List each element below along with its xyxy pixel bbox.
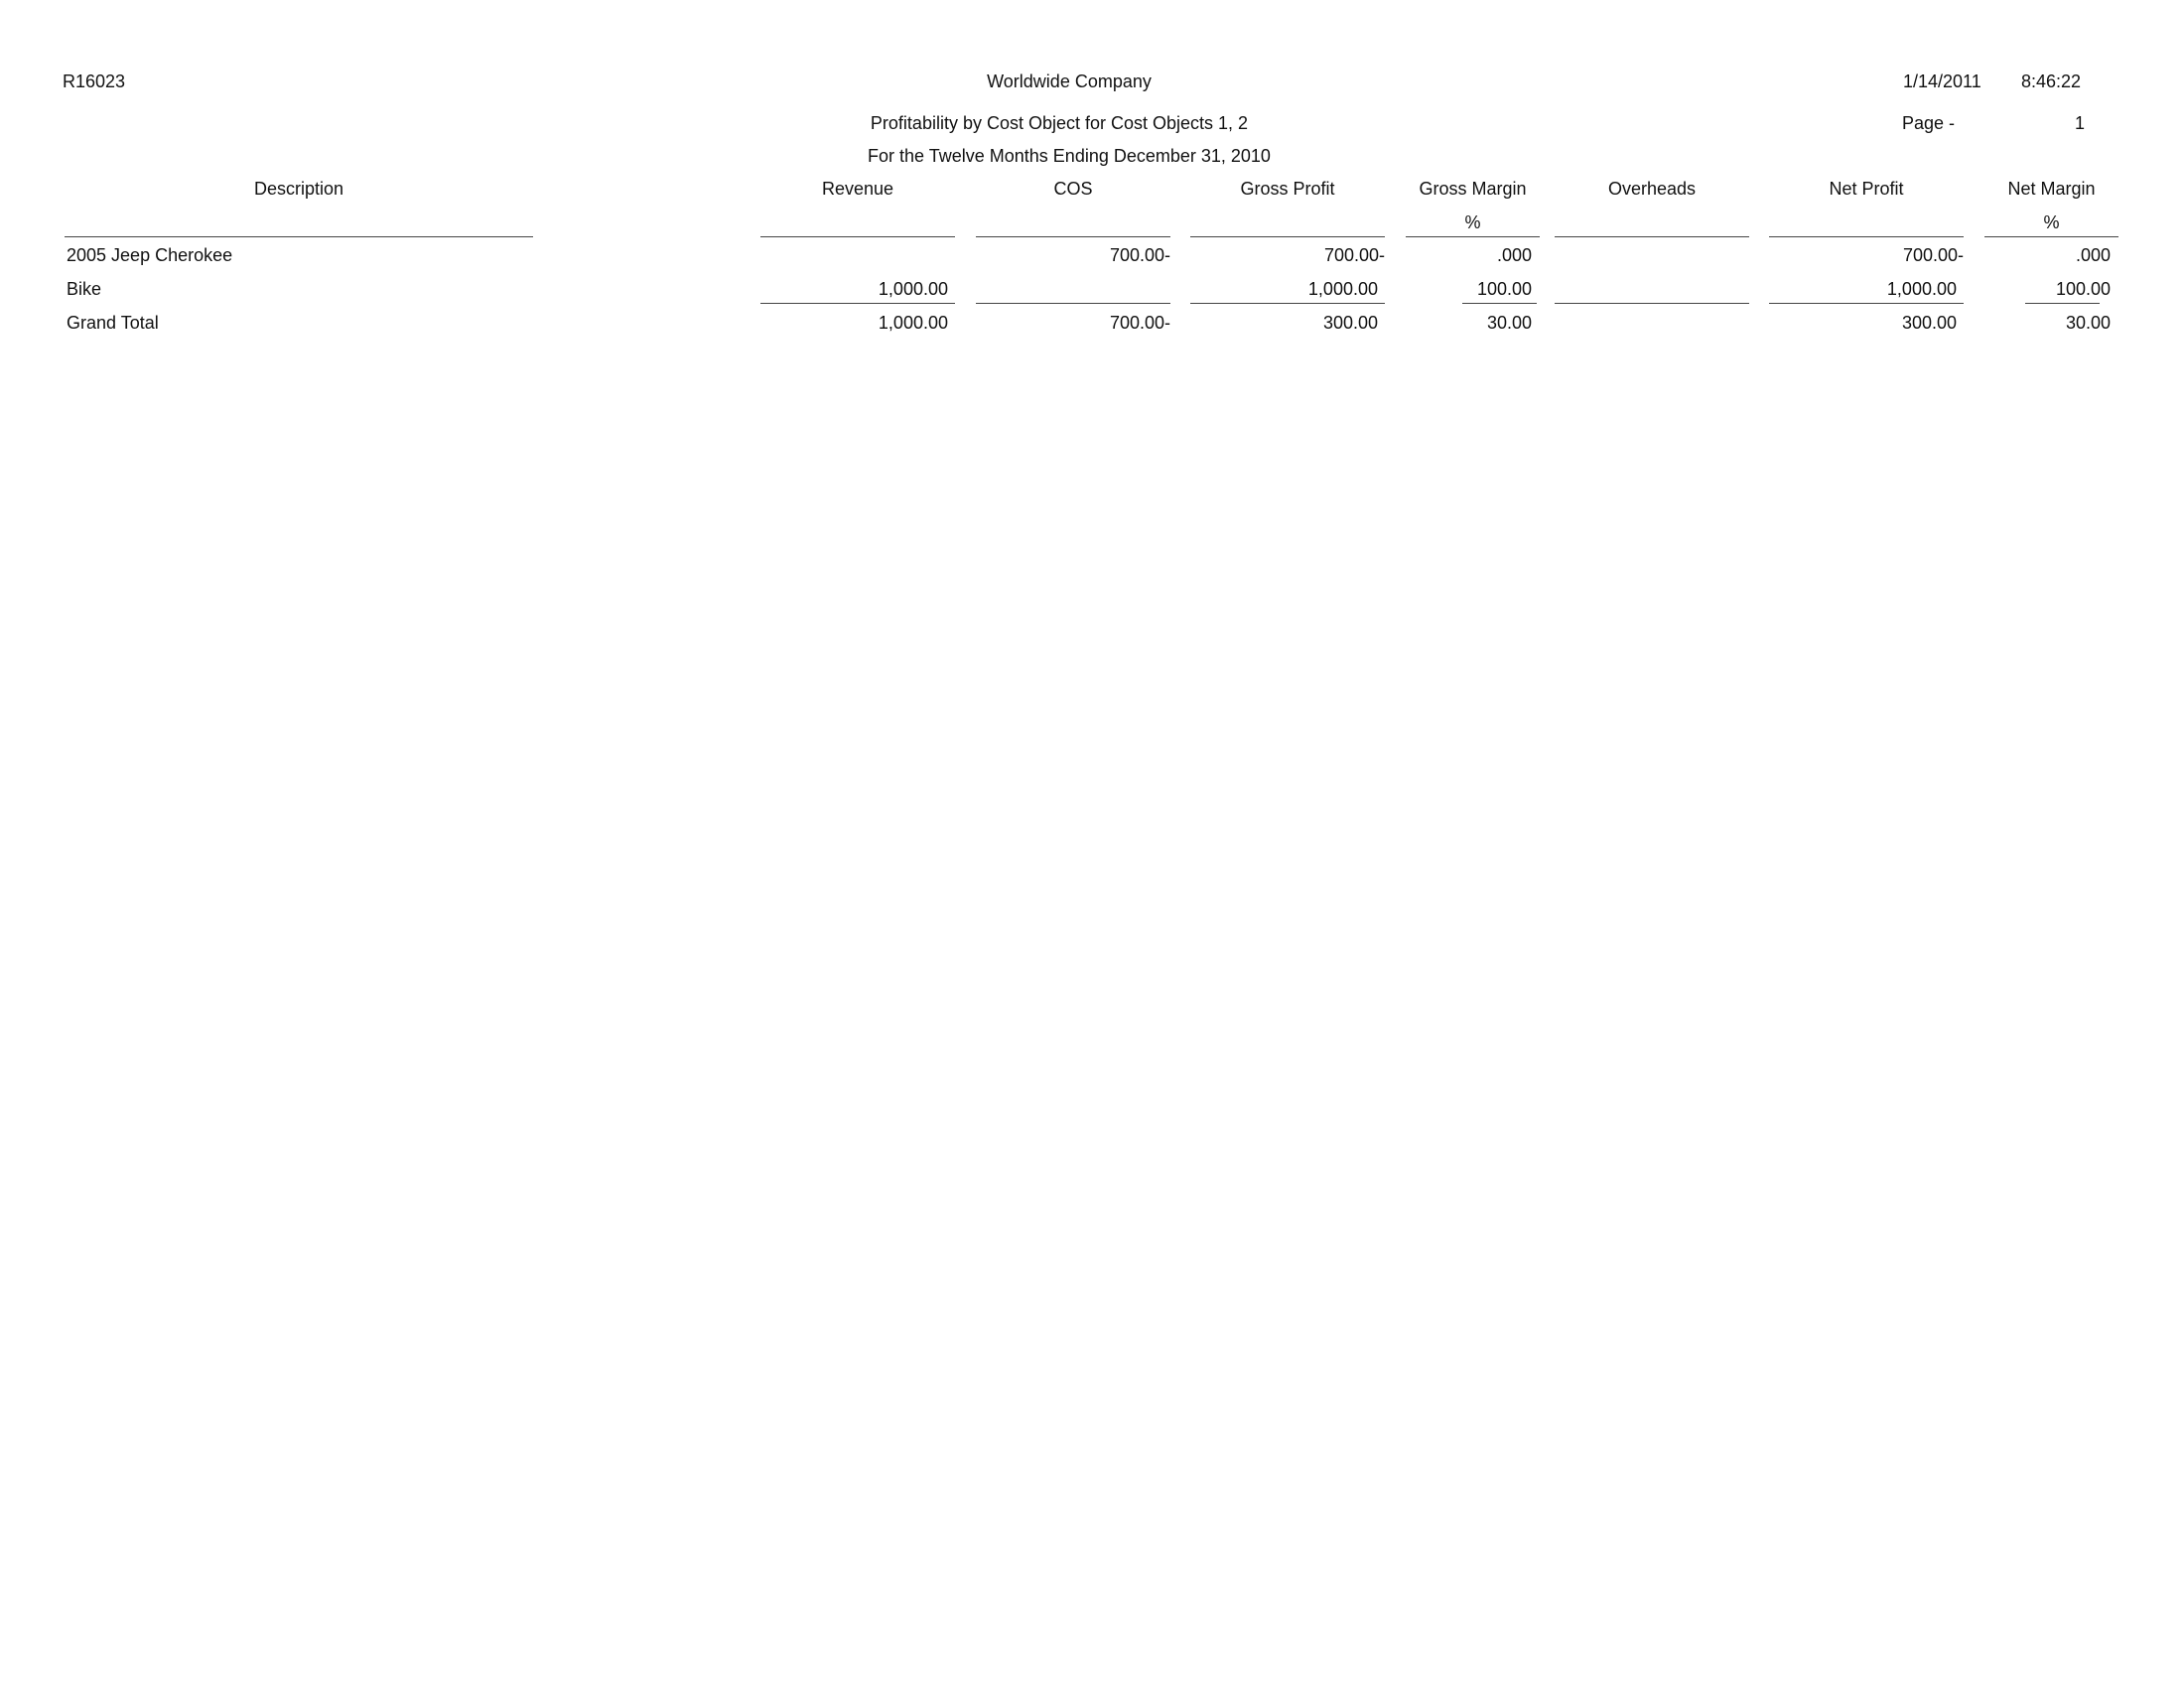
company-name: Worldwide Company [987,71,1152,91]
grand-total-net-margin: 30.00 [2065,313,2111,333]
header-rule-cos [976,236,1170,237]
table-row-gross-margin: .000 [1496,245,1532,265]
col-header-overheads: Overheads [1607,179,1697,199]
total-rule-net-margin [2025,303,2100,304]
table-row-net-margin: .000 [2075,245,2111,265]
grand-total-gross-profit: 300.00 [1322,313,1378,333]
total-rule-cos [976,303,1170,304]
total-rule-overheads [1555,303,1749,304]
header-rule-overheads [1555,236,1749,237]
grand-total-cos: 700.00- [1109,313,1170,333]
table-row-net-profit: 700.00- [1902,245,1964,265]
header-rule-net-profit [1769,236,1964,237]
col-header-net-margin: Net Margin [2007,179,2096,199]
col-header-revenue: Revenue [821,179,894,199]
table-row-gross-profit: 700.00- [1323,245,1385,265]
header-rule-net-margin [1984,236,2118,237]
total-rule-revenue [760,303,955,304]
table-row-revenue: 1,000.00 [878,279,948,299]
report-date: 1/14/2011 [1903,71,1981,91]
page-label: Page - [1902,113,1956,133]
header-rule-revenue [760,236,955,237]
table-row-net-profit: 1,000.00 [1886,279,1957,299]
col-header-description: Description [253,179,344,199]
col-header-cos: COS [1053,179,1093,199]
col-header-gross-margin-unit: % [1464,212,1481,232]
col-header-net-margin-unit: % [2043,212,2060,232]
header-rule-gross-profit [1190,236,1385,237]
table-row-description: Bike [67,279,102,299]
table-row-gross-profit: 1,000.00 [1307,279,1378,299]
col-header-gross-margin: Gross Margin [1419,179,1527,199]
grand-total-label: Grand Total [67,313,159,333]
total-rule-net-profit [1769,303,1964,304]
report-id: R16023 [63,71,126,91]
grand-total-gross-margin: 30.00 [1486,313,1532,333]
table-row-net-margin: 100.00 [2055,279,2111,299]
total-rule-gross-margin [1462,303,1537,304]
col-header-gross-profit: Gross Profit [1240,179,1335,199]
total-rule-gross-profit [1190,303,1385,304]
header-rule-description [65,236,533,237]
table-row-gross-margin: 100.00 [1476,279,1532,299]
table-row-description: 2005 Jeep Cherokee [67,245,233,265]
grand-total-revenue: 1,000.00 [878,313,948,333]
table-row-cos: 700.00- [1109,245,1170,265]
report-time: 8:46:22 [2021,71,2082,91]
report-title: Profitability by Cost Object for Cost Objects 1, 2 [870,113,1249,133]
col-header-net-profit: Net Profit [1829,179,1904,199]
grand-total-net-profit: 300.00 [1901,313,1957,333]
header-rule-gross-margin [1406,236,1540,237]
page-number: 1 [2074,113,2085,133]
report-period: For the Twelve Months Ending December 31, 2010 [868,146,1271,166]
